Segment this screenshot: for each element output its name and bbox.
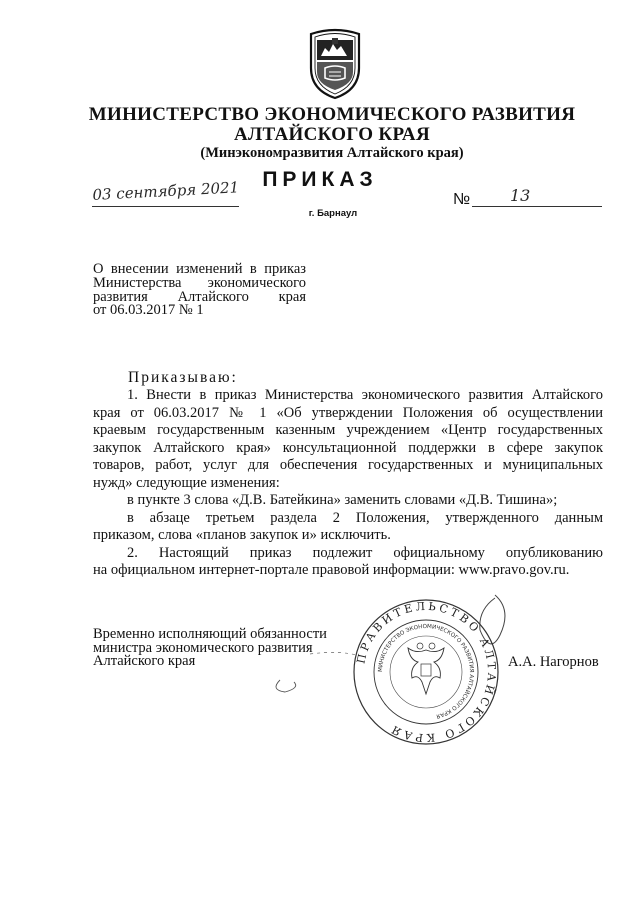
- subject-line: О внесении изменений в приказ: [93, 261, 306, 277]
- signer-name: А.А. Нагорнов: [508, 654, 599, 670]
- body-line: приказом, слова «планов закупок и» исключить.: [93, 527, 391, 543]
- body-line: края от 06.03.2017 № 1 «Об утверждении Положения об осуществлении: [93, 404, 603, 421]
- body-line: 1. Внести в приказ Министерства экономического развития Алтайского: [127, 387, 603, 403]
- signer-position-line: Алтайского края: [93, 653, 196, 669]
- handwritten-number: 13: [510, 186, 531, 205]
- svg-text:ПРАВИТЕЛЬСТВО АЛТАЙСКОГО КРАЯ: ПРАВИТЕЛЬСТВО АЛТАЙСКОГО КРАЯ: [354, 599, 499, 745]
- order-word: Приказываю:: [128, 369, 238, 386]
- number-underline: [472, 206, 602, 207]
- body-line: закупок Алтайского края» консультационной поддержки в сфере закупок: [93, 439, 603, 456]
- document-type-title: ПРИКАЗ: [262, 168, 378, 191]
- body-line: в абзаце третьем раздела 2 Положения, утвержденного данным: [127, 509, 603, 526]
- svg-text:МИНИСТЕРСТВО ЭКОНОМИЧЕСКОГО РА: МИНИСТЕРСТВО ЭКОНОМИЧЕСКОГО РАЗВИТИЯ АЛТАЙСКОГО КРАЯ: [377, 623, 475, 719]
- number-label: №: [453, 191, 471, 208]
- subject-line: Министерства экономического: [93, 274, 306, 291]
- body-line: 2. Настоящий приказ подлежит официальному опубликованию: [127, 544, 603, 561]
- coat-of-arms-icon: [303, 28, 367, 100]
- signer-position-line: Временно исполняющий обязанности: [93, 626, 327, 642]
- handwritten-date: 03 сентября 2021: [92, 178, 240, 204]
- city-label: г. Барнаул: [308, 208, 358, 219]
- ministry-name-line1: МИНИСТЕРСТВО ЭКОНОМИЧЕСКОГО РАЗВИТИЯ: [88, 104, 576, 125]
- signer-position-line: министра экономического развития: [93, 639, 313, 656]
- body-paragraph-1: [93, 387, 603, 580]
- ministry-name-line2: АЛТАЙСКОГО КРАЯ: [234, 124, 430, 145]
- body-line: на официальном интернет-портале правовой информации: www.pravo.gov.ru.: [93, 562, 570, 578]
- date-underline: [92, 206, 239, 207]
- official-seal-icon: [352, 598, 500, 746]
- subject-line: развития Алтайского края: [93, 288, 306, 305]
- body-line: нужд» следующие изменения:: [93, 474, 280, 491]
- body-line: в пункте 3 слова «Д.В. Батейкина» заменить словами «Д.В. Тишина»;: [127, 492, 558, 508]
- subject-block: [93, 263, 306, 318]
- ministry-short-name: (Минэкономразвития Алтайского края): [200, 145, 464, 161]
- body-line: краевым государственным казенным учреждением «Центр государственных: [93, 422, 603, 438]
- body-line: товаров, работ, услуг для обеспечения государственных и муниципальных: [93, 457, 603, 473]
- subject-line: от 06.03.2017 № 1: [93, 302, 204, 319]
